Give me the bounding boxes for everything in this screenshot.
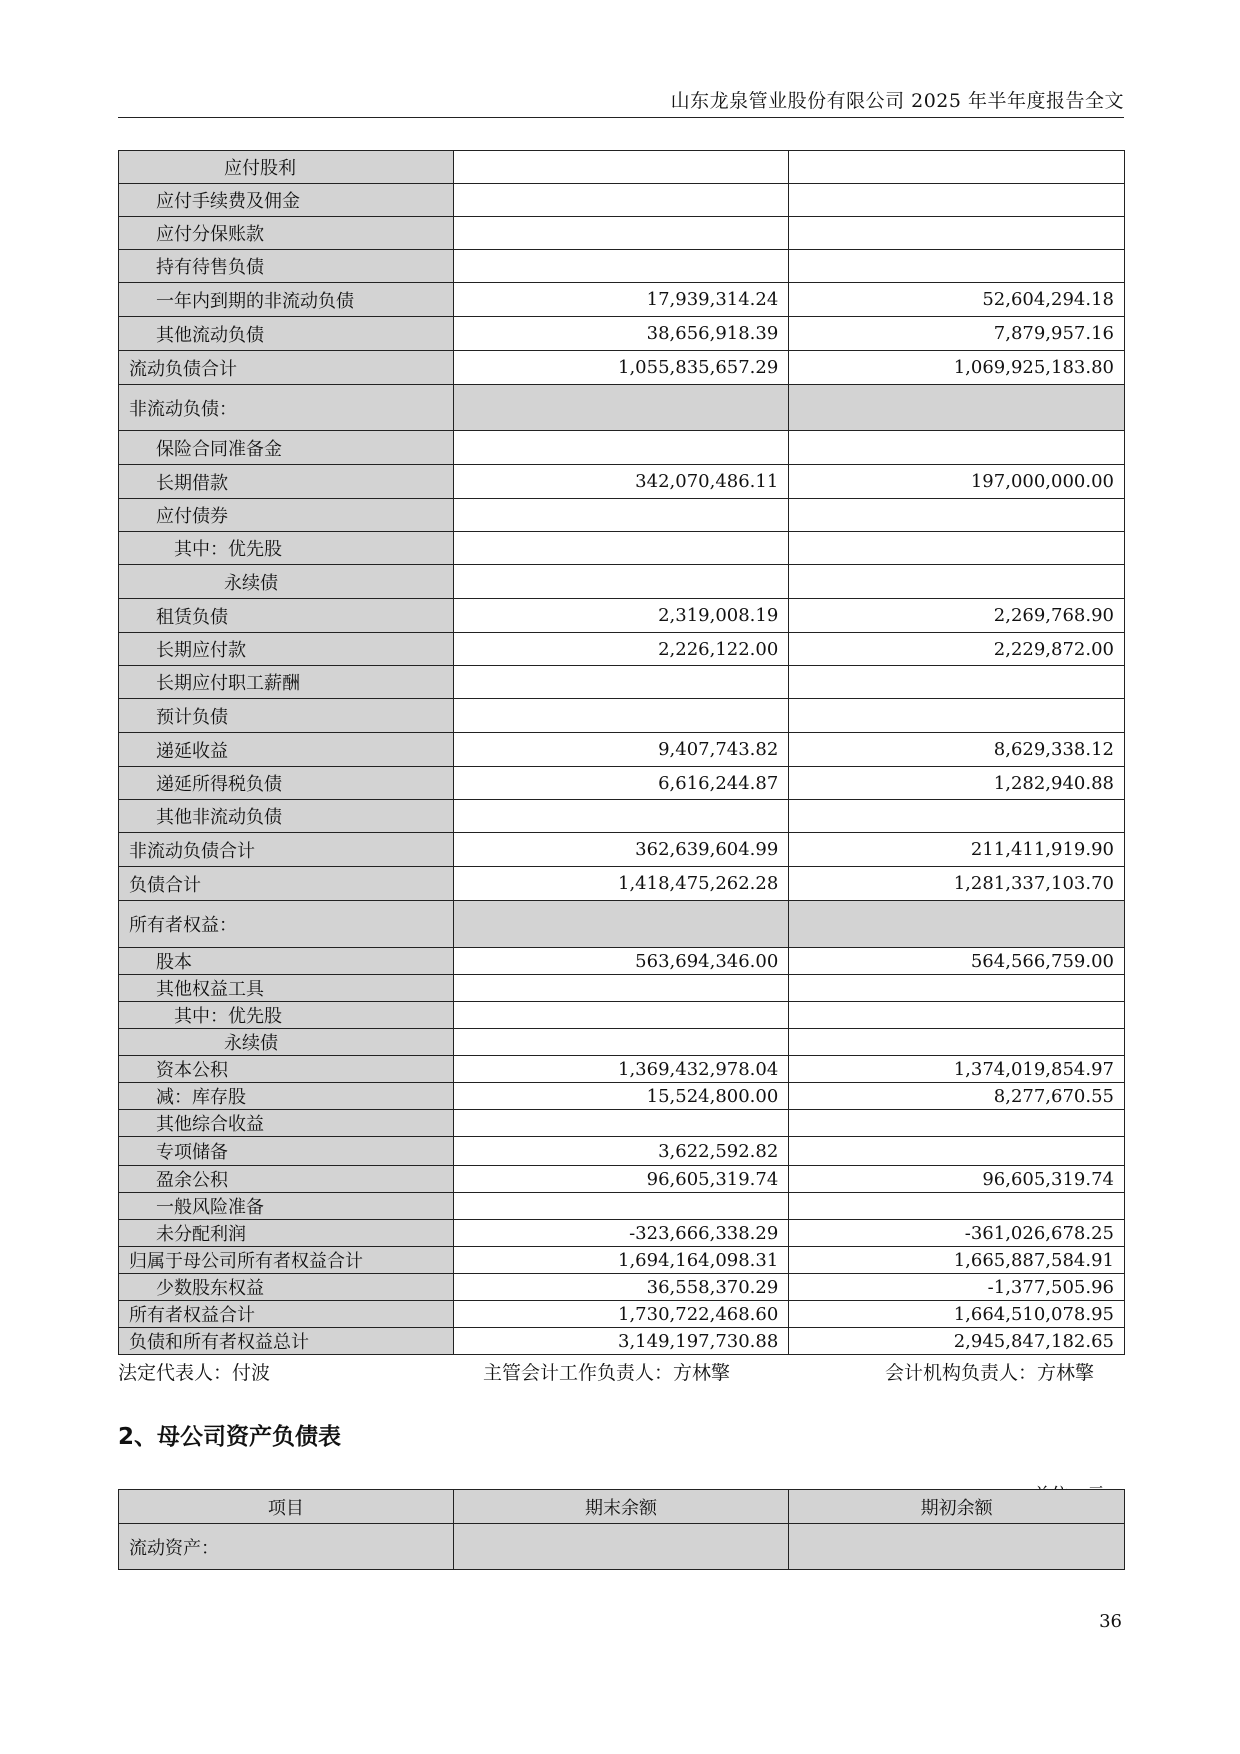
row-end-value (453, 800, 789, 833)
row-label: 未分配利润 (119, 1220, 454, 1247)
row-label: 其中：优先股 (119, 532, 454, 565)
row-end-value: 6,616,244.87 (453, 767, 789, 800)
table-row (119, 1166, 1125, 1193)
table-row (119, 800, 1125, 833)
row-begin-value (789, 250, 1125, 283)
table-row (119, 733, 1125, 767)
row-label: 少数股东权益 (119, 1274, 454, 1301)
row-end-value (453, 151, 789, 184)
row-label: 非流动负债： (119, 385, 454, 431)
table-row (119, 431, 1125, 465)
row-label: 递延收益 (119, 733, 454, 767)
row-begin-value (789, 699, 1125, 733)
row-end-value (453, 532, 789, 565)
row-end-value: 3,622,592.82 (453, 1137, 789, 1166)
row-label: 非流动负债合计 (119, 833, 454, 867)
row-begin-value (789, 800, 1125, 833)
row-begin-value: -361,026,678.25 (789, 1220, 1125, 1247)
row-begin-value (789, 1524, 1125, 1570)
row-label: 保险合同准备金 (119, 431, 454, 465)
table-row (119, 250, 1125, 283)
row-label: 一般风险准备 (119, 1193, 454, 1220)
table-row (119, 217, 1125, 250)
table-row (119, 1274, 1125, 1301)
row-label: 长期应付职工薪酬 (119, 666, 454, 699)
table-row (119, 499, 1125, 532)
header-end-balance: 期末余额 (453, 1490, 789, 1524)
row-begin-value (789, 565, 1125, 599)
report-header-title: 山东龙泉管业股份有限公司 2025 年半年度报告全文 (670, 90, 1124, 112)
row-begin-value (789, 666, 1125, 699)
row-begin-value (789, 1110, 1125, 1137)
row-end-value (453, 1110, 789, 1137)
row-begin-value: 2,269,768.90 (789, 599, 1125, 633)
row-begin-value (789, 901, 1125, 948)
signature-line (118, 1358, 1124, 1386)
row-end-value: 563,694,346.00 (453, 948, 789, 975)
row-end-value (453, 385, 789, 431)
row-end-value: 15,524,800.00 (453, 1083, 789, 1110)
row-end-value: 362,639,604.99 (453, 833, 789, 867)
table-row (119, 565, 1125, 599)
table-row (119, 283, 1125, 317)
row-end-value (453, 499, 789, 532)
row-end-value (453, 250, 789, 283)
page-number: 36 (1099, 1611, 1122, 1632)
table-row (119, 1029, 1125, 1056)
row-end-value (453, 901, 789, 948)
parent-table-row (119, 1524, 1125, 1570)
row-label: 负债和所有者权益总计 (119, 1328, 454, 1355)
table-row (119, 1220, 1125, 1247)
table-row (119, 699, 1125, 733)
row-label: 减：库存股 (119, 1083, 454, 1110)
table-row (119, 767, 1125, 800)
row-label: 长期借款 (119, 465, 454, 499)
row-end-value (453, 565, 789, 599)
row-begin-value: 1,664,510,078.95 (789, 1301, 1125, 1328)
row-begin-value: 7,879,957.16 (789, 317, 1125, 351)
row-end-value: 1,369,432,978.04 (453, 1056, 789, 1083)
row-begin-value: -1,377,505.96 (789, 1274, 1125, 1301)
row-label: 持有待售负债 (119, 250, 454, 283)
row-end-value: -323,666,338.29 (453, 1220, 789, 1247)
consolidated-balance-sheet-table (118, 150, 1125, 1355)
row-begin-value (789, 385, 1125, 431)
accounting-head: 主管会计工作负责人：方林擎 (483, 1362, 731, 1384)
row-begin-value (789, 532, 1125, 565)
header-item: 项目 (119, 1490, 454, 1524)
row-end-value: 1,055,835,657.29 (453, 351, 789, 385)
table-row (119, 666, 1125, 699)
table-row (119, 833, 1125, 867)
header-begin-balance: 期初余额 (789, 1490, 1125, 1524)
table-row (119, 465, 1125, 499)
table-row (119, 532, 1125, 565)
row-label: 股本 (119, 948, 454, 975)
row-label: 资本公积 (119, 1056, 454, 1083)
row-end-value: 96,605,319.74 (453, 1166, 789, 1193)
row-end-value (453, 1524, 789, 1570)
row-begin-value: 1,281,337,103.70 (789, 867, 1125, 901)
section-heading: 2、母公司资产负债表 (118, 1424, 342, 1450)
row-end-value: 2,226,122.00 (453, 633, 789, 666)
row-end-value: 38,656,918.39 (453, 317, 789, 351)
table-row (119, 351, 1125, 385)
table-row (119, 1002, 1125, 1029)
row-label: 长期应付款 (119, 633, 454, 666)
row-end-value: 3,149,197,730.88 (453, 1328, 789, 1355)
row-begin-value: 1,665,887,584.91 (789, 1247, 1125, 1274)
table-row (119, 1056, 1125, 1083)
row-begin-value: 8,277,670.55 (789, 1083, 1125, 1110)
row-begin-value: 2,945,847,182.65 (789, 1328, 1125, 1355)
row-end-value (453, 1029, 789, 1056)
row-begin-value (789, 1193, 1125, 1220)
row-label: 其他综合收益 (119, 1110, 454, 1137)
row-begin-value: 564,566,759.00 (789, 948, 1125, 975)
row-begin-value: 2,229,872.00 (789, 633, 1125, 666)
table-row (119, 385, 1125, 431)
row-label: 应付分保账款 (119, 217, 454, 250)
row-label: 流动负债合计 (119, 351, 454, 385)
table-row (119, 151, 1125, 184)
row-begin-value (789, 975, 1125, 1002)
table-row (119, 1193, 1125, 1220)
row-begin-value: 211,411,919.90 (789, 833, 1125, 867)
row-end-value: 2,319,008.19 (453, 599, 789, 633)
legal-representative: 法定代表人：付波 (118, 1362, 271, 1384)
table-row (119, 633, 1125, 666)
table-row (119, 1110, 1125, 1137)
table-row (119, 317, 1125, 351)
accounting-org-head: 会计机构负责人：方林擎 (885, 1362, 1095, 1384)
row-end-value (453, 975, 789, 1002)
row-label: 应付手续费及佣金 (119, 184, 454, 217)
table-row (119, 975, 1125, 1002)
row-end-value (453, 184, 789, 217)
row-begin-value (789, 151, 1125, 184)
table-row (119, 1328, 1125, 1355)
row-begin-value: 1,069,925,183.80 (789, 351, 1125, 385)
table-row (119, 948, 1125, 975)
row-begin-value: 1,374,019,854.97 (789, 1056, 1125, 1083)
row-end-value: 17,939,314.24 (453, 283, 789, 317)
row-begin-value (789, 1137, 1125, 1166)
row-label: 永续债 (119, 565, 454, 599)
row-label: 归属于母公司所有者权益合计 (119, 1247, 454, 1274)
row-label: 永续债 (119, 1029, 454, 1056)
row-label: 其中：优先股 (119, 1002, 454, 1029)
row-begin-value: 52,604,294.18 (789, 283, 1125, 317)
table-row (119, 1247, 1125, 1274)
row-end-value (453, 1002, 789, 1029)
row-label: 盈余公积 (119, 1166, 454, 1193)
row-end-value (453, 431, 789, 465)
row-label: 应付债券 (119, 499, 454, 532)
row-label: 其他流动负债 (119, 317, 454, 351)
row-label: 流动资产： (119, 1524, 454, 1570)
row-label: 预计负债 (119, 699, 454, 733)
row-end-value (453, 699, 789, 733)
row-end-value: 36,558,370.29 (453, 1274, 789, 1301)
row-end-value (453, 666, 789, 699)
row-label: 其他权益工具 (119, 975, 454, 1002)
row-end-value: 1,694,164,098.31 (453, 1247, 789, 1274)
row-begin-value (789, 1029, 1125, 1056)
table-row (119, 1083, 1125, 1110)
row-label: 负债合计 (119, 867, 454, 901)
row-end-value: 1,730,722,468.60 (453, 1301, 789, 1328)
table-row (119, 901, 1125, 948)
table-row (119, 867, 1125, 901)
table-row (119, 1137, 1125, 1166)
row-label: 所有者权益合计 (119, 1301, 454, 1328)
row-label: 所有者权益： (119, 901, 454, 948)
row-label: 专项储备 (119, 1137, 454, 1166)
row-label: 租赁负债 (119, 599, 454, 633)
table-row (119, 599, 1125, 633)
row-begin-value: 8,629,338.12 (789, 733, 1125, 767)
row-begin-value: 197,000,000.00 (789, 465, 1125, 499)
row-begin-value (789, 217, 1125, 250)
row-end-value: 342,070,486.11 (453, 465, 789, 499)
row-begin-value (789, 499, 1125, 532)
row-label: 其他非流动负债 (119, 800, 454, 833)
row-end-value (453, 1193, 789, 1220)
header-divider (118, 117, 1124, 118)
row-end-value: 1,418,475,262.28 (453, 867, 789, 901)
row-label: 一年内到期的非流动负债 (119, 283, 454, 317)
parent-table-header-row (119, 1490, 1125, 1524)
row-begin-value: 1,282,940.88 (789, 767, 1125, 800)
row-label: 递延所得税负债 (119, 767, 454, 800)
balance-table-body (119, 151, 1125, 1355)
row-begin-value (789, 184, 1125, 217)
row-begin-value (789, 1002, 1125, 1029)
row-begin-value: 96,605,319.74 (789, 1166, 1125, 1193)
row-label: 应付股利 (119, 151, 454, 184)
table-row (119, 1301, 1125, 1328)
parent-balance-sheet-table (118, 1489, 1125, 1570)
row-end-value: 9,407,743.82 (453, 733, 789, 767)
row-end-value (453, 217, 789, 250)
row-begin-value (789, 431, 1125, 465)
table-row (119, 184, 1125, 217)
